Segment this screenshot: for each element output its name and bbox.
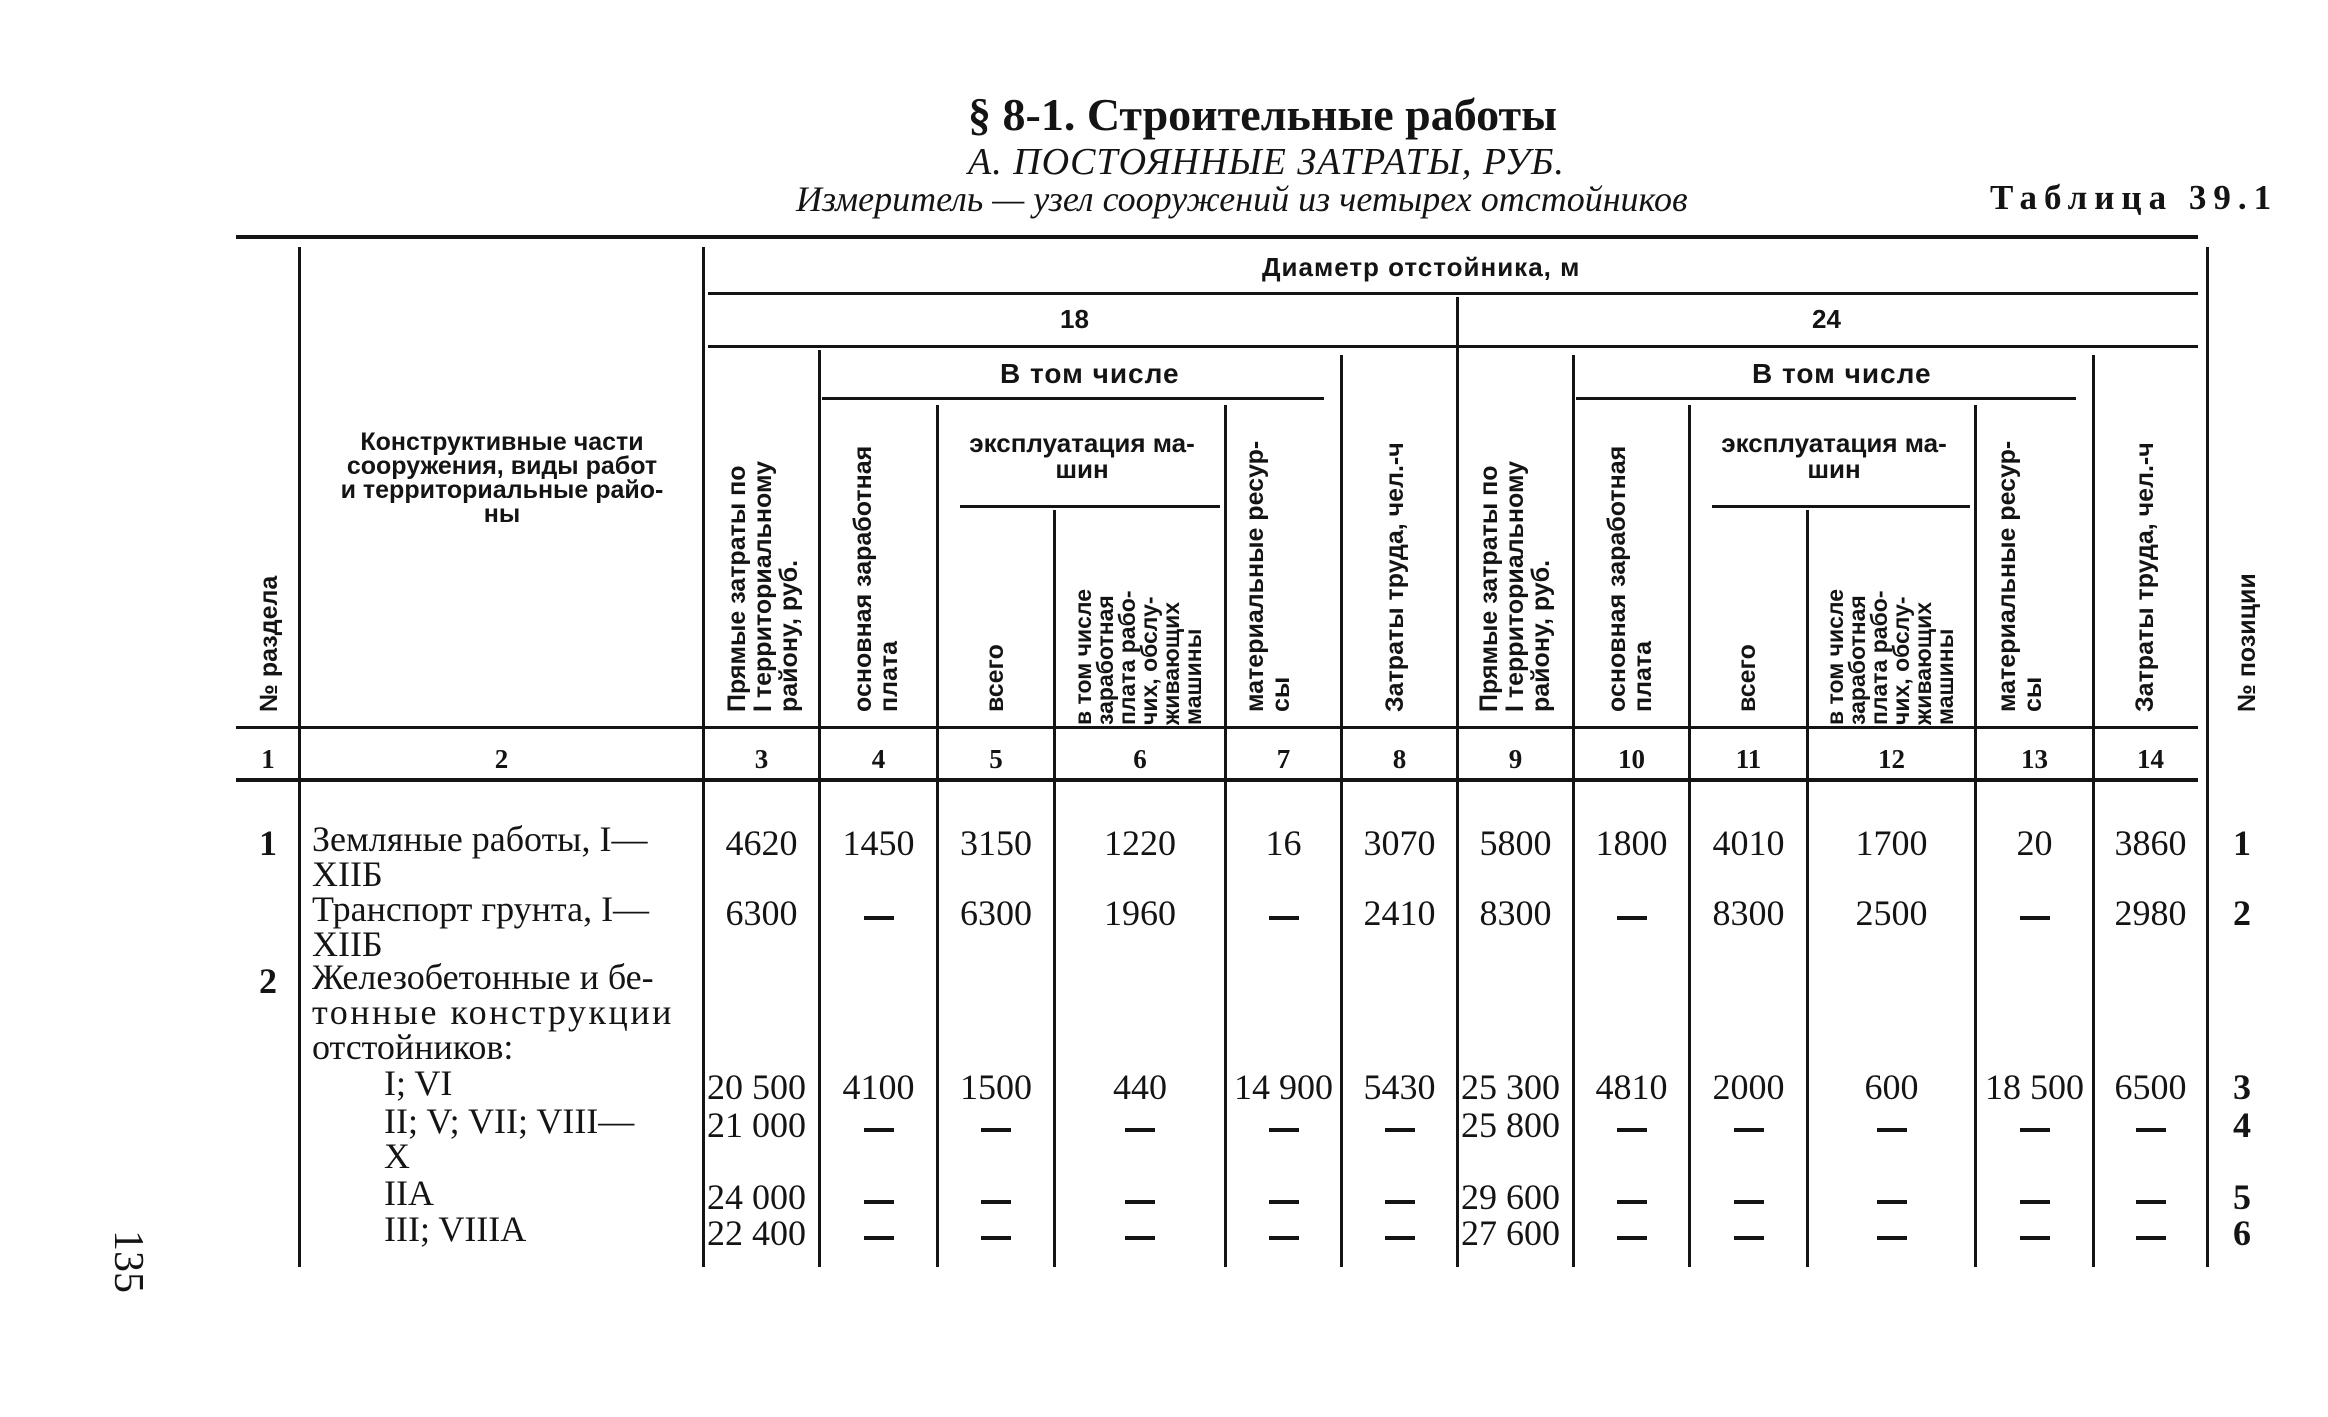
data-cell: 21 000: [707, 1105, 806, 1145]
header-mwage-line: в том числе: [1822, 588, 1848, 725]
data-cell: 6300: [960, 893, 1032, 933]
dash-mark: [1617, 1200, 1647, 1204]
header-machines-line: эксплуатация ма-: [969, 428, 1195, 458]
column-number: 1: [261, 744, 275, 774]
row-name: X: [384, 1136, 410, 1176]
row-name: XIIБ: [312, 854, 383, 894]
data-cell: 25 800: [1461, 1105, 1560, 1145]
header-wage-line: основная заработная: [1603, 445, 1631, 712]
dash-mark: [1617, 1236, 1647, 1240]
dash-mark: [864, 916, 894, 920]
header-mwage-line: в том числе: [1070, 588, 1096, 725]
section-number: 2: [259, 961, 277, 1001]
vline: [1340, 355, 1343, 1267]
header-incl-18: В том числе: [1000, 358, 1180, 389]
data-cell: 6500: [2114, 1067, 2187, 1107]
data-cell: 6300: [725, 893, 798, 933]
header-wage-line: плата: [875, 640, 903, 712]
data-cell: 3150: [960, 823, 1032, 863]
header-mwage-line: машины: [1180, 628, 1206, 725]
header-mwage-line: живающих: [1158, 601, 1184, 725]
rule-diameter: [708, 292, 2198, 295]
header-d18: 18: [1060, 304, 1089, 334]
data-cell: 3860: [2114, 823, 2187, 863]
position-number: 2: [2233, 893, 2251, 933]
header-mwage-18: [1072, 589, 1204, 725]
header-direct-line: району, руб.: [775, 559, 803, 712]
dash-mark: [1125, 1200, 1155, 1204]
column-number: 5: [989, 744, 1003, 774]
row-name: IIA: [384, 1173, 434, 1213]
header-labor-18: Затраты труда, чел.-ч: [1381, 442, 1409, 712]
header-machines-line: шин: [1807, 454, 1861, 484]
dash-mark: [1734, 1200, 1764, 1204]
data-cell: 2000: [1712, 1067, 1785, 1107]
column-number: 12: [1878, 744, 1905, 774]
subtitle: А. ПОСТОЯННЫЕ ЗАТРАТЫ, РУБ.: [968, 141, 1565, 183]
data-cell: 14 900: [1234, 1067, 1333, 1107]
header-materials-line: материальные ресур-: [1241, 440, 1269, 712]
dash-mark: [1385, 1128, 1415, 1132]
page-number: 135: [105, 1230, 151, 1293]
data-cell: 20 500: [707, 1067, 806, 1107]
data-cell: 20: [2016, 823, 2053, 863]
row-name: III; VIIIA: [384, 1209, 527, 1249]
header-mwage-24: [1824, 589, 1956, 725]
measure-line: Измеритель — узел сооружений из четырех отстойников: [796, 179, 1688, 219]
column-number: 8: [1392, 744, 1407, 774]
header-d24: 24: [1812, 304, 1841, 334]
page-title: § 8-1. Строительные работы: [968, 89, 1558, 140]
column-number: 13: [2021, 744, 2048, 774]
header-parts: [306, 430, 698, 526]
dash-mark: [2020, 916, 2050, 920]
column-number: 6: [1133, 744, 1147, 774]
rule-mach-24: [1712, 505, 1970, 508]
dash-mark: [1269, 1128, 1299, 1132]
header-direct-line: Прямые затраты по: [1475, 465, 1503, 712]
data-cell: 8300: [1712, 893, 1785, 933]
header-direct-line: Прямые затраты по: [723, 465, 751, 712]
dash-mark: [2020, 1200, 2050, 1204]
rule-incl-18: [822, 397, 1324, 400]
row-name: тонные конструкции: [312, 992, 674, 1032]
data-cell: 4620: [725, 823, 798, 863]
data-cell: 440: [1113, 1067, 1167, 1107]
header-materials-line: сы: [2019, 676, 2047, 712]
header-mwage-line: плата рабо-: [1114, 590, 1140, 725]
header-wage-24: [1604, 446, 1656, 712]
header-diameter: Диаметр отстойника, м: [1262, 252, 1581, 282]
row-name: Железобетонные и бе-: [312, 957, 654, 997]
dash-mark: [1734, 1128, 1764, 1132]
data-cell: 600: [1864, 1067, 1919, 1107]
dash-mark: [1385, 1236, 1415, 1240]
header-machines-line: эксплуатация ма-: [1721, 428, 1947, 458]
header-materials-24: [1994, 441, 2046, 712]
header-parts-line: и территориальные райо-: [340, 476, 664, 504]
vline: [1053, 510, 1056, 1267]
dash-mark: [1269, 1236, 1299, 1240]
position-number: 4: [2233, 1105, 2251, 1145]
header-wage-18: [850, 446, 902, 712]
data-cell: 8300: [1479, 893, 1552, 933]
data-cell: 29 600: [1461, 1177, 1560, 1217]
data-cell: 1960: [1104, 893, 1176, 933]
column-number: 7: [1276, 744, 1291, 774]
column-number: 4: [871, 744, 886, 774]
dash-mark: [2136, 1200, 2166, 1204]
dash-mark: [2136, 1128, 2166, 1132]
dash-mark: [2136, 1236, 2166, 1240]
dash-mark: [1125, 1128, 1155, 1132]
header-mwage-line: живающих: [1910, 601, 1936, 725]
data-cell: 5430: [1363, 1067, 1436, 1107]
data-cell: 4810: [1595, 1067, 1668, 1107]
vline: [1806, 510, 1809, 1267]
dash-mark: [1617, 1128, 1647, 1132]
header-machines-18: [942, 430, 1222, 482]
row-name: Транспорт грунта, I—: [312, 889, 650, 929]
header-parts-line: сооружения, виды работ: [346, 452, 658, 480]
rule-header-bottom: [236, 726, 2198, 729]
dash-mark: [864, 1128, 894, 1132]
vline: [2092, 355, 2095, 1267]
header-machines-24: [1694, 430, 1974, 482]
dash-mark: [981, 1128, 1011, 1132]
column-number: 14: [2137, 744, 2164, 774]
header-direct-24: [1476, 461, 1554, 712]
rule-mach-18: [960, 505, 1220, 508]
data-cell: 4100: [842, 1067, 915, 1107]
header-wage-line: плата: [1629, 640, 1657, 712]
data-cell: 2980: [2114, 893, 2187, 933]
rule-colnum-bottom: [236, 778, 2198, 782]
header-mwage-line: заработная: [1092, 595, 1118, 725]
header-parts-line: Конструктивные части: [360, 428, 644, 456]
row-name: II; V; VII; VIII—: [384, 1101, 635, 1141]
data-cell: 3070: [1363, 823, 1436, 863]
rule-18-24: [708, 345, 2198, 348]
dash-mark: [2020, 1128, 2050, 1132]
dash-mark: [1269, 916, 1299, 920]
header-parts-line: ны: [483, 500, 521, 528]
data-cell: 27 600: [1461, 1213, 1560, 1253]
header-incl-24: В том числе: [1752, 358, 1932, 389]
dash-mark: [1125, 1236, 1155, 1240]
header-labor-24: Затраты труда, чел.-ч: [2131, 442, 2159, 712]
dash-mark: [1734, 1236, 1764, 1240]
header-direct-line: району, руб.: [1527, 559, 1555, 712]
dash-mark: [864, 1200, 894, 1204]
header-mwage-line: чих, обслу-: [1888, 596, 1914, 725]
row-name: Земляные работы, I—: [312, 819, 648, 859]
header-direct-18: [724, 461, 802, 712]
table-label: Таблица 39.1: [1990, 178, 2279, 217]
header-materials-18: [1242, 441, 1294, 712]
row-name: отстойников:: [312, 1027, 514, 1067]
header-total-18: всего: [981, 644, 1009, 712]
header-materials-line: сы: [1267, 676, 1295, 712]
data-cell: 2500: [1855, 893, 1928, 933]
dash-mark: [1877, 1128, 1907, 1132]
header-materials-line: материальные ресур-: [1993, 440, 2021, 712]
header-mwage-line: чих, обслу-: [1136, 596, 1162, 725]
data-cell: 24 000: [707, 1177, 806, 1217]
data-cell: 1220: [1104, 823, 1176, 863]
dash-mark: [1269, 1200, 1299, 1204]
row-name: XIIБ: [312, 924, 383, 964]
column-number: 3: [754, 744, 769, 774]
data-cell: 1500: [960, 1067, 1032, 1107]
data-cell: 4010: [1712, 823, 1785, 863]
section-number: 1: [259, 823, 277, 863]
column-number: 11: [1735, 744, 1762, 774]
header-direct-line: I территориальному: [1501, 460, 1529, 712]
header-machines-line: шин: [1055, 454, 1109, 484]
column-number: 10: [1618, 744, 1645, 774]
dash-mark: [981, 1236, 1011, 1240]
dash-mark: [981, 1200, 1011, 1204]
dash-mark: [2020, 1236, 2050, 1240]
vline: [1456, 297, 1459, 1267]
header-section-no: № раздела: [255, 575, 283, 712]
column-number: 9: [1508, 744, 1523, 774]
dash-mark: [1877, 1236, 1907, 1240]
row-name: I; VI: [384, 1063, 453, 1103]
data-cell: 1450: [842, 823, 915, 863]
header-total-24: всего: [1733, 644, 1761, 712]
data-cell: 5800: [1479, 823, 1552, 863]
header-wage-line: основная заработная: [849, 445, 877, 712]
data-cell: 22 400: [707, 1213, 806, 1253]
dash-mark: [864, 1236, 894, 1240]
header-mwage-line: плата рабо-: [1866, 590, 1892, 725]
header-position-no: № позиции: [2233, 573, 2261, 712]
data-cell: 1800: [1595, 823, 1668, 863]
rule-top: [236, 235, 2198, 239]
data-cell: 18 500: [1985, 1067, 2084, 1107]
header-mwage-line: машины: [1932, 628, 1958, 725]
dash-mark: [1617, 916, 1647, 920]
position-number: 5: [2233, 1177, 2251, 1217]
data-cell: 25 300: [1461, 1067, 1560, 1107]
data-cell: 16: [1265, 823, 1302, 863]
rule-incl-24: [1576, 397, 2076, 400]
data-cell: 1700: [1855, 823, 1928, 863]
column-number: 2: [494, 744, 509, 774]
dash-mark: [1877, 1200, 1907, 1204]
header-mwage-line: заработная: [1844, 595, 1870, 725]
dash-mark: [1385, 1200, 1415, 1204]
position-number: 6: [2233, 1213, 2251, 1253]
position-number: 1: [2233, 823, 2251, 863]
header-direct-line: I территориальному: [749, 460, 777, 712]
data-cell: 2410: [1363, 893, 1436, 933]
position-number: 3: [2233, 1067, 2251, 1107]
